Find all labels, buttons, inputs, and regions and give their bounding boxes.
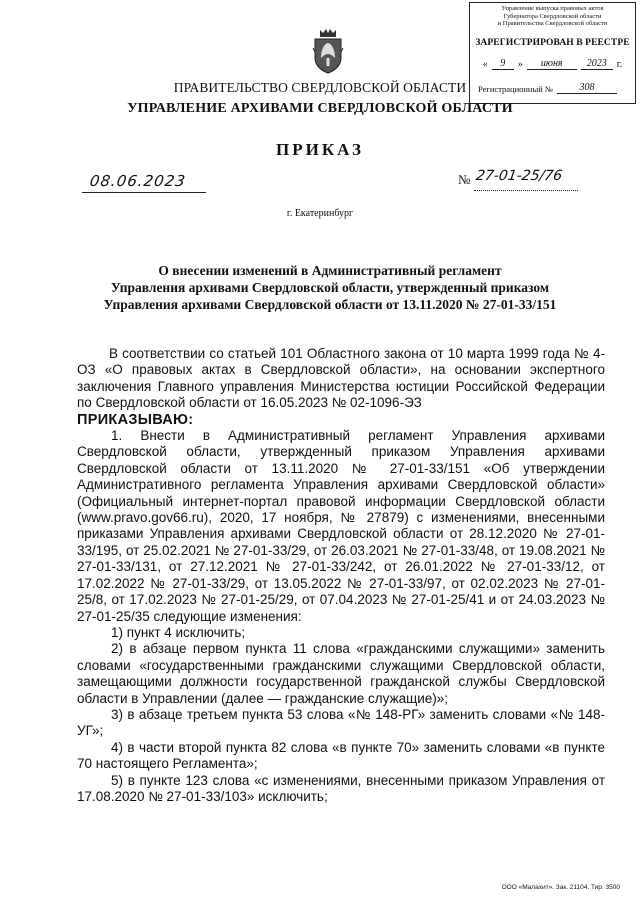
government-name: ПРАВИТЕЛЬСТВО СВЕРДЛОВСКОЙ ОБЛАСТИ [173, 80, 467, 95]
order-date: 08.06.2023 [88, 172, 188, 190]
stamp-month: июня [527, 58, 577, 70]
city: г. Екатеринбург [286, 208, 354, 219]
stamp-issuer-line: и Правительства Свердловской области [497, 20, 608, 28]
stamp-reg-number: 308 [557, 82, 617, 94]
heading-line: Управления архивами Свердловской области от 13.11.2020 № 27-01-33/151 [103, 297, 557, 312]
preamble-paragraph: В соответствии со статьей 101 Областного закона от 10 марта 1999 года № 4-ОЗ «О правовых актах в Свердловской области», на основании экспертного заключения Главного управления Министерства юстиции Российской Федерации по Свердловской области от 16.05.2023 № 02-1096-ЭЗ [77, 346, 605, 411]
print-footer: ООО «Малахит». Зак. 21104. Тир. 3500 [501, 884, 620, 891]
stamp-issuer [470, 5, 635, 28]
number-underline [474, 190, 578, 191]
heading-line: О внесении изменений в Административный регламент [158, 263, 502, 278]
coat-of-arms-icon [311, 28, 345, 74]
stamp-year-suffix: г. [616, 59, 623, 70]
department-name: УПРАВЛЕНИЕ АРХИВАМИ СВЕРДЛОВСКОЙ ОБЛАСТИ [127, 101, 513, 116]
stamp-title: ЗАРЕГИСТРИРОВАН В РЕЕСТРЕ [475, 38, 630, 48]
stamp-day: 9 [492, 58, 514, 70]
subitem-paragraph: 2) в абзаце первом пункта 11 слова «гражданскими служащими» заменить словами «государственными гражданскими служащими Свердловской области, замещающими должности государственной гражданской службы Свердловской области в Управлении (далее — гражданские служащие)»; [77, 641, 605, 706]
item-1-paragraph: 1. Внести в Административный регламент Управления архивами Свердловской области, утвержденный приказом Управления архивами Свердловской области от 13.11.2020 № 27-01-33/151 «Об утверждении Административного регламента Управления архивами Свердловской области» (Официальный интернет-портал правовой информации Свердловской области (www.pravo.gov66.ru), 2020, 17 ноября, № 27879) с изменениями, внесенными приказами Управления архивами Свердловской области от 28.12.2020 № 27-01-33/195, от 25.02.2021 № 27-01-33/29, от 26.03.2021 № 27-01-33/48, от 19.08.2021 № 27-01-33/131, от 27.12.2021 № 27-01-33/242, от 26.01.2022 № 27-01-33/12, от 17.02.2022 № 27-01-33/29, от 13.05.2022 № 27-01-33/97, от 02.02.2023 № 27-01-25/8, от 17.02.2023 № 27-01-25/29, от 07.04.2023 № 27-01-25/41 и от 24.03.2023 № 27-01-25/35 следующие изменения: [77, 428, 605, 624]
order-number: 27-01-25/76 [474, 168, 564, 184]
document-body [77, 346, 605, 805]
stamp-issuer-line: Управление выпуска правовых актов [501, 5, 604, 12]
subitem-paragraph: 1) пункт 4 исключить; [111, 624, 246, 640]
stamp-close-quote: » [517, 59, 523, 70]
stamp-reg-label: Регистрационный № [478, 84, 553, 94]
order-word: ПРИКАЗЫВАЮ: [77, 411, 194, 428]
subitem-paragraph: 5) в пункте 123 слова «с изменениями, внесенными приказом Управления от 17.08.2020 № 27-01-33/103» исключить; [77, 772, 605, 804]
subitem-paragraph: 4) в части второй пункта 82 слова «в пункте 70» заменить словами «в пункте 70 настоящего Регламента»; [77, 739, 605, 772]
document-type: ПРИКАЗ [276, 140, 364, 159]
subitem-paragraph: 3) в абзаце третьем пункта 53 слова «№ 148-РГ» заменить словами «№ 148-УГ»; [77, 706, 605, 739]
stamp-issuer-line: Губернатора Свердловской области [503, 12, 602, 20]
date-underline [82, 192, 206, 193]
stamp-year: 2023 [581, 58, 613, 70]
stamp-date [470, 58, 635, 70]
document-heading [70, 262, 590, 313]
heading-line: Управления архивами Свердловской области, утвержденный приказом [110, 280, 550, 295]
stamp-open-quote: « [482, 59, 488, 70]
number-sign: № [458, 172, 471, 187]
